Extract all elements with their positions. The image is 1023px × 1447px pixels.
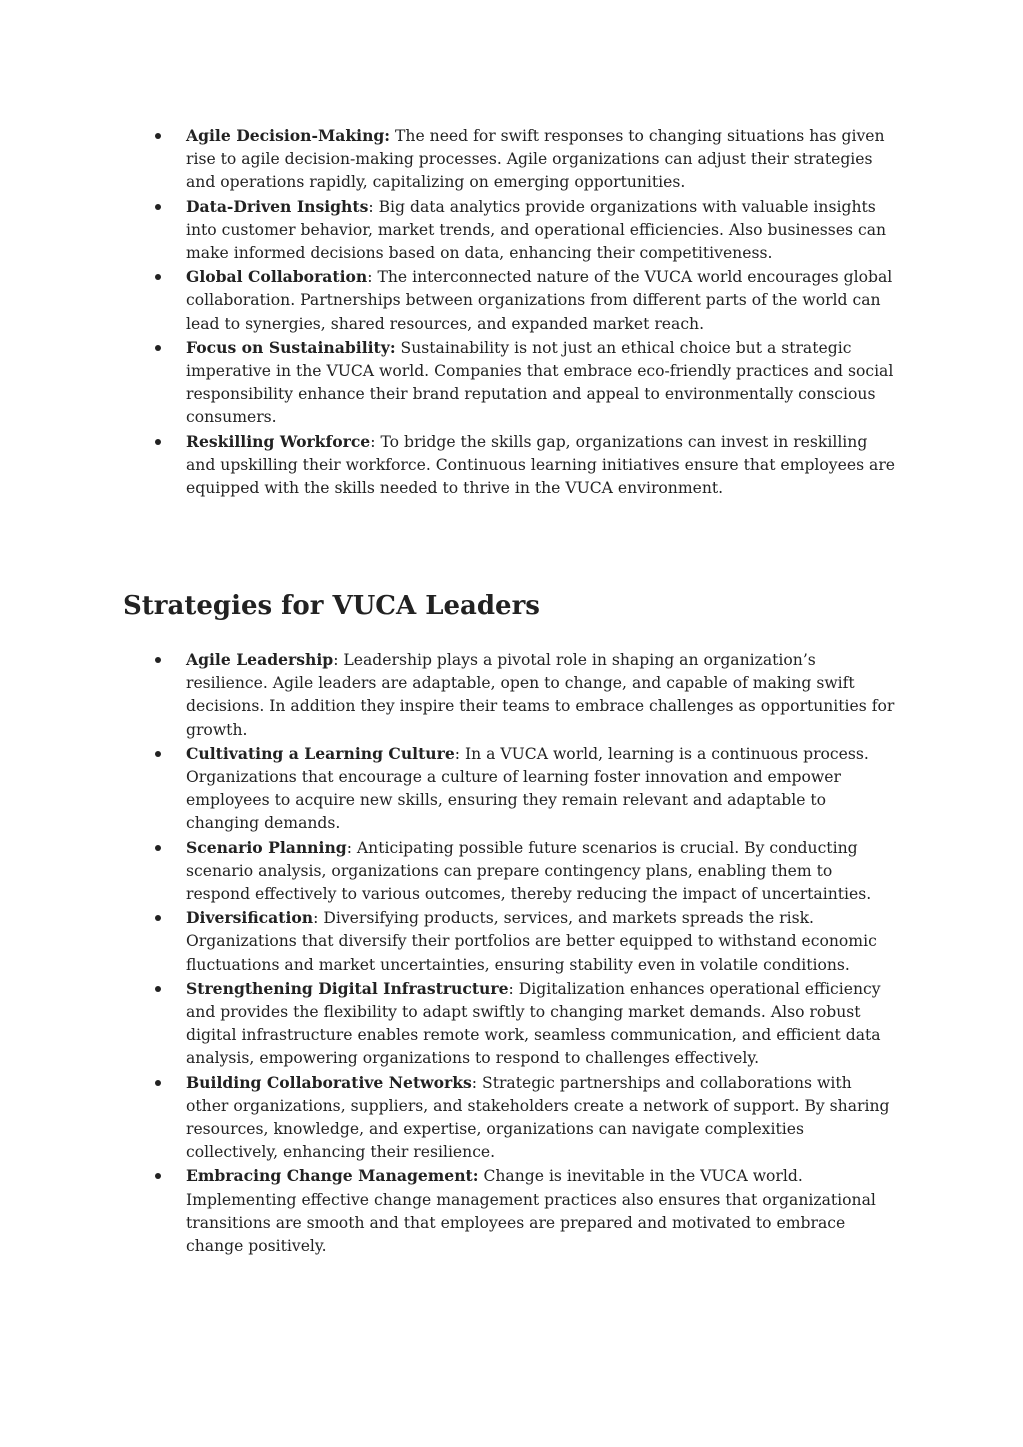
list-item-term: Reskilling Workforce — [186, 431, 371, 451]
list-item — [186, 977, 898, 1071]
list-item — [186, 836, 898, 907]
list-item-term: Agile Decision-Making: — [186, 126, 391, 145]
list-item-text: : Big data analytics provide organizations with valuable insights into customer behavior, market trends, and operational efficiencies. Also businesses can make informed decisions based on data, enhancing their competitiveness. — [186, 197, 887, 263]
bullet-icon — [155, 751, 161, 757]
list-item — [186, 906, 898, 977]
list-item-text: : To bridge the skills gap, organizations can invest in reskilling and upskilling their workforce. Continuous learning initiatives ensure that employees are equipped with the skills needed to thrive in the VUCA environment. — [186, 432, 896, 498]
bullet-icon — [155, 915, 161, 921]
list-item — [186, 430, 898, 501]
bullet-icon — [155, 1173, 161, 1179]
list-item — [186, 336, 898, 430]
list-item-term: Embracing Change Management: — [186, 1166, 479, 1186]
list-item-text: : Leadership plays a pivotal role in shaping an organization’s resilience. Agile leaders are adaptable, open to change, and capable of making swift decisions. In addition they inspire their teams to embrace challenges as opportunities for growth. — [186, 651, 895, 739]
list-item — [186, 1164, 898, 1258]
list-item — [186, 648, 898, 742]
list-item-term: Scenario Planning — [186, 837, 347, 857]
bullet-icon — [155, 204, 161, 210]
bullet-icon — [155, 345, 161, 351]
list-item-text: : Digitalization enhances operational efficiency and provides the flexibility to adapt swiftly to changing market demands. Also robust digital infrastructure enables remote work, seamless communication, and efficient data analysis, empowering organizations to respond to challenges effectively. — [186, 979, 881, 1068]
list-item-term: Cultivating a Learning Culture — [186, 743, 455, 763]
list-item-text: : Diversifying products, services, and markets spreads the risk. Organizations that diversify their portfolios are better equipped to withstand economic fluctuations and market uncertainties, ensuring stability even in volatile conditions. — [186, 909, 877, 974]
section-heading: Strategies for VUCA Leaders — [123, 591, 540, 621]
list-item-term: Global Collaboration — [186, 267, 368, 287]
list-item-term: Agile Leadership — [186, 650, 334, 669]
list-item — [186, 124, 898, 195]
bullet-icon — [155, 845, 161, 851]
list-item-term: Focus on Sustainability: — [186, 337, 396, 357]
list-item-term: Diversification — [186, 908, 314, 928]
list-item-text: : The interconnected nature of the VUCA world encourages global collaboration. Partnerships between organizations from different parts of the world can lead to synergies, shared resources, and expanded market reach. — [186, 268, 893, 333]
list-item-term: Strengthening Digital Infrastructure — [186, 978, 509, 998]
bullet-icon — [155, 133, 161, 139]
list-item-term: Building Collaborative Networks — [186, 1072, 472, 1092]
list-item — [186, 742, 898, 836]
bullet-icon — [155, 274, 161, 280]
strategies-list — [186, 648, 898, 1258]
opportunities-list — [186, 124, 898, 500]
list-item-text: : In a VUCA world, learning is a continuous process. Organizations that encourage a culture of learning foster innovation and empower employees to acquire new skills, ensuring they remain relevant and adaptable to changing demands. — [186, 744, 869, 833]
list-item — [186, 1071, 898, 1165]
list-item-text: : Strategic partnerships and collaborations with other organizations, suppliers, and stakeholders create a network of support. By sharing resources, knowledge, and expertise, organizations can navigate complexities collectively, enhancing their resilience. — [186, 1073, 890, 1162]
list-item-text: Sustainability is not just an ethical choice but a strategic imperative in the VUCA world. Companies that embrace eco-friendly practices and social responsibility enhance their brand reputation and appeal to environmentally conscious consumers. — [186, 338, 894, 427]
list-item — [186, 265, 898, 336]
list-item-term: Data-Driven Insights — [186, 196, 369, 216]
bullet-icon — [155, 986, 161, 992]
list-item-text: : Anticipating possible future scenarios is crucial. By conducting scenario analysis, organizations can prepare contingency plans, enabling them to respond effectively to various outcomes, thereby reducing the impact of uncertainties. — [186, 838, 872, 904]
list-item — [186, 195, 898, 266]
list-item-text: Change is inevitable in the VUCA world. Implementing effective change management practices also ensures that organizational transitions are smooth and that employees are prepared and motivated to embrace change positively. — [186, 1167, 876, 1256]
bullet-icon — [155, 439, 161, 445]
list-item-text: The need for swift responses to changing situations has given rise to agile decision-making processes. Agile organizations can adjust their strategies and operations rapidly, capitalizing on emerging opportunities. — [186, 127, 885, 192]
bullet-icon — [155, 657, 161, 663]
bullet-icon — [155, 1080, 161, 1086]
